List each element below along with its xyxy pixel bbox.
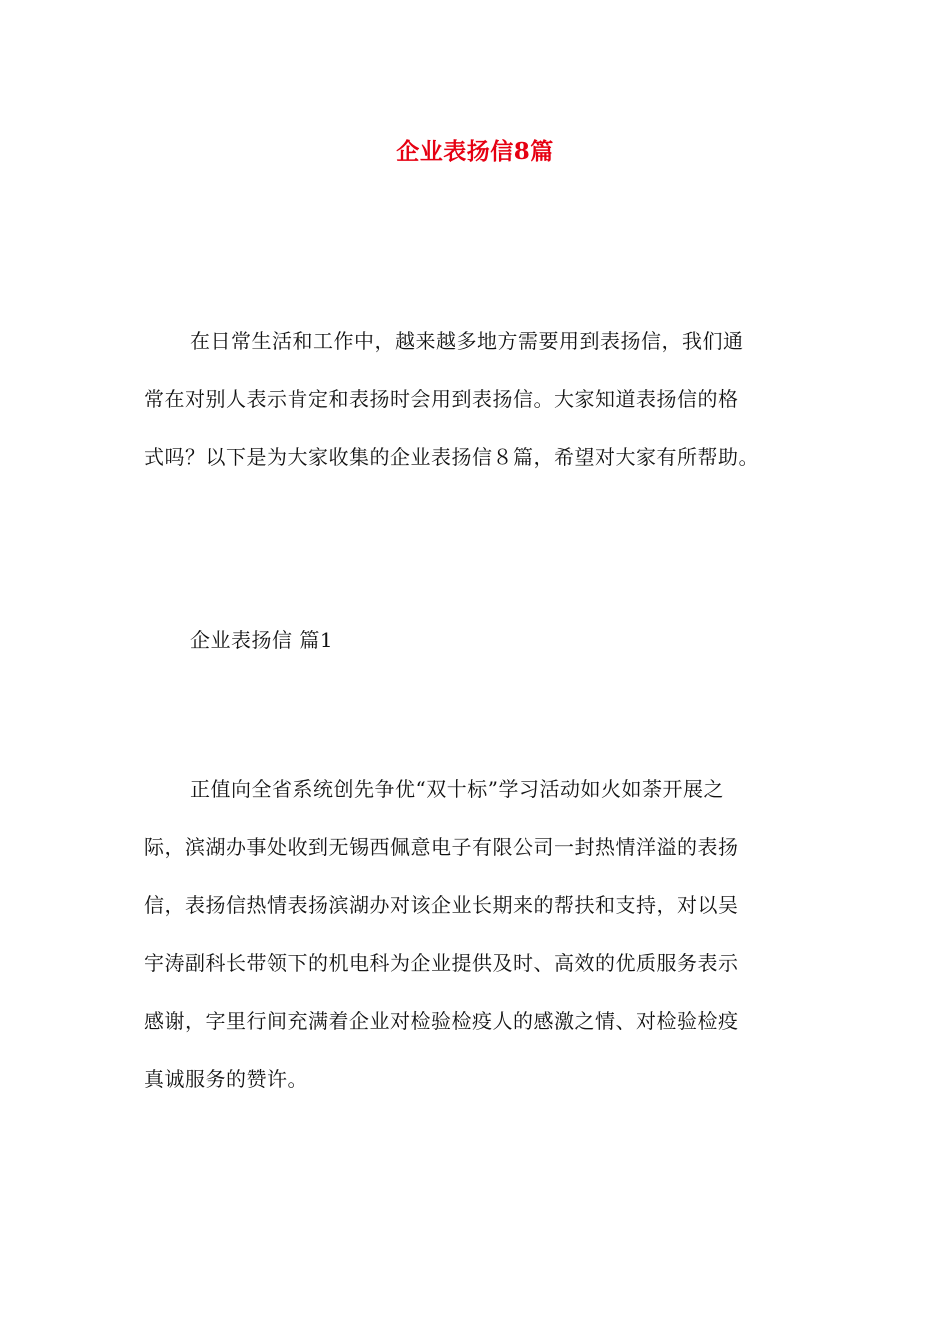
body-line: 宇涛副科长带领下的机电科为企业提供及时、高效的优质服务表示 [144, 951, 739, 975]
body-line: 真诚服务的赞许。 [144, 1067, 308, 1091]
body-line: 正值向全省系统创先争优“双十标”学习活动如火如荼开展之 [190, 777, 724, 801]
body-line: 感谢，字里行间充满着企业对检验检疫人的感激之情、对检验检疫 [144, 1009, 739, 1033]
intro-line: 在日常生活和工作中，越来越多地方需要用到表扬信，我们通 [190, 329, 744, 353]
document-title: 企业表扬信8篇 [396, 138, 554, 165]
body-line: 信，表扬信热情表扬滨湖办对该企业长期来的帮扶和支持，对以吴 [144, 893, 739, 917]
section-heading: 企业表扬信 篇1 [190, 628, 334, 652]
intro-line: 式吗？以下是为大家收集的企业表扬信８篇，希望对大家有所帮助。 [144, 445, 759, 469]
intro-line: 常在对别人表示肯定和表扬时会用到表扬信。大家知道表扬信的格 [144, 387, 739, 411]
body-line: 际，滨湖办事处收到无锡西佩意电子有限公司一封热情洋溢的表扬 [144, 835, 739, 859]
body-paragraph [144, 760, 808, 1108]
intro-paragraph [144, 312, 808, 486]
